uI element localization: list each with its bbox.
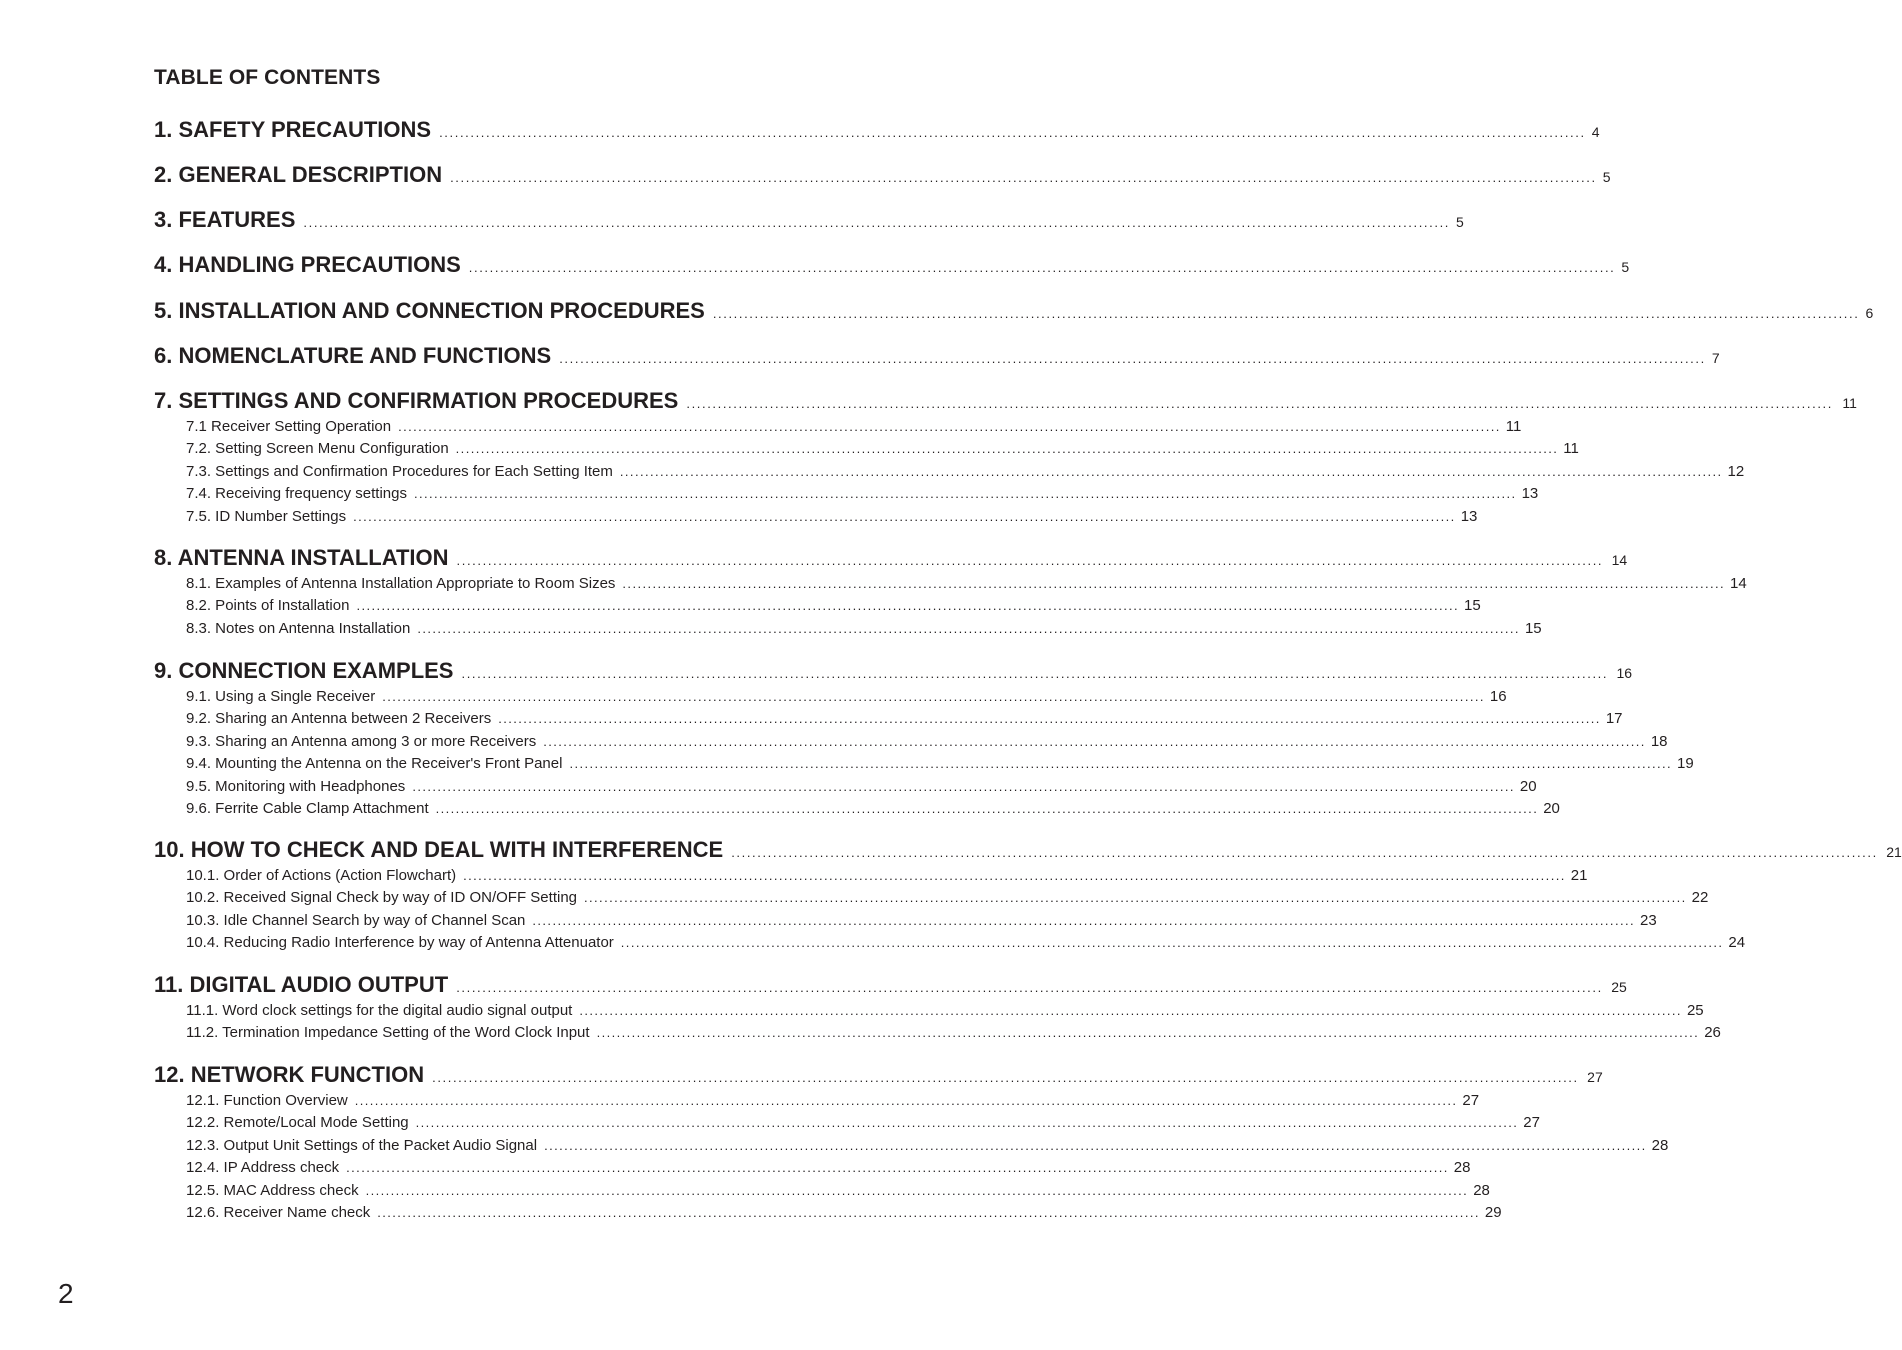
toc-subsection-page: 20 [1543,800,1560,817]
toc-subsection [186,1024,1721,1042]
toc-section [154,658,1633,684]
dot-leader: ............................................................................................................................................................................................................................ [450,170,1597,185]
toc-subsection-page: 26 [1704,1024,1721,1042]
toc-subsection-page: 11 [1563,440,1579,458]
dot-leader: ............................................................................................................................................................................................................................ [456,553,1604,568]
page-number: 2 [58,1278,74,1309]
toc-subsection [186,688,1507,705]
dot-leader: ............................................................................................................................................................................................................................ [415,1115,1519,1131]
dot-leader: ............................................................................................................................................................................................................................ [620,935,1724,951]
toc-subsection-title: 7.3. Settings and Confirmation Procedures for Each Setting Item [186,462,613,480]
dot-leader: ............................................................................................................................................................................................................................ [619,463,1723,479]
toc-subsection [186,710,1623,728]
dot-leader: ............................................................................................................................................................................................................................ [622,576,1726,591]
toc-subsection [186,934,1746,952]
dot-leader: ............................................................................................................................................................................................................................ [468,260,1616,275]
toc-section [154,837,1902,863]
toc-section-title: 1. SAFETY PRECAUTIONS [154,117,432,142]
toc-section-page: 6 [1865,305,1874,321]
toc-subsection-title: 7.1 Receiver Setting Operation [186,418,392,435]
dot-leader: ............................................................................................................................................................................................................................ [413,486,1517,502]
toc-subsection [186,889,1709,907]
toc-subsection [186,1181,1490,1199]
toc-section [154,545,1628,571]
toc-subsection [186,911,1657,929]
toc-section-title: 5. INSTALLATION AND CONNECTION PROCEDURES [154,298,705,323]
toc-section-page: 21 [1886,844,1902,860]
dot-leader: ............................................................................................................................................................................................................................ [579,1003,1682,1018]
toc-subsection [186,777,1537,795]
toc-subsection-page: 12 [1727,462,1745,480]
toc-subsection-title: 7.5. ID Number Settings [186,507,347,525]
dot-leader: ............................................................................................................................................................................................................................ [712,306,1860,321]
toc-subsection [186,1136,1669,1154]
toc-section-title: 11. DIGITAL AUDIO OUTPUT [154,972,449,997]
toc-section [154,207,1464,233]
toc-section-page: 27 [1587,1069,1603,1085]
toc-section [154,972,1627,998]
toc-subsection-page: 28 [1651,1136,1669,1154]
toc-section-page: 4 [1591,124,1600,140]
toc-subsection-title: 10.1. Order of Actions (Action Flowchart) [186,867,457,884]
toc-section-page: 7 [1711,350,1720,366]
dot-leader: ............................................................................................................................................................................................................................ [686,396,1833,411]
toc-subsection-title: 12.3. Output Unit Settings of the Packet Audio Signal [186,1136,538,1154]
toc-subsection-page: 27 [1462,1092,1480,1109]
dot-leader: ............................................................................................................................................................................................................................ [353,508,1456,524]
dot-leader: ............................................................................................................................................................................................................................ [532,912,1635,928]
toc-subsection-page: 24 [1728,934,1746,952]
toc-title: TABLE OF CONTENTS [154,66,381,89]
toc-subsection-page: 11 [1505,418,1522,435]
dot-leader: ............................................................................................................................................................................................................................ [439,125,1586,140]
dot-leader: ............................................................................................................................................................................................................................ [584,890,1687,906]
toc-subsection-page: 29 [1484,1204,1502,1221]
dot-leader: ............................................................................................................................................................................................................................ [543,733,1646,749]
toc-subsection [186,800,1560,817]
toc-subsection-title: 8.3. Notes on Antenna Installation [186,619,411,637]
toc-subsection [186,418,1522,435]
toc-subsection [186,1002,1704,1019]
toc-section-title: 4. HANDLING PRECAUTIONS [154,252,461,277]
toc-subsection-title: 8.2. Points of Installation [186,597,350,615]
toc-section [154,343,1720,369]
dot-leader: ............................................................................................................................................................................................................................ [432,1070,1579,1085]
toc-subsection [186,485,1539,503]
dot-leader: ............................................................................................................................................................................................................................ [463,868,1566,883]
toc-subsection-page: 13 [1521,485,1539,503]
toc-subsection-title: 9.3. Sharing an Antenna among 3 or more Receivers [186,732,537,750]
toc-section-page: 16 [1616,665,1633,681]
dot-leader: ............................................................................................................................................................................................................................ [596,1025,1700,1041]
toc-subsection-title: 10.4. Reducing Radio Interference by way of Antenna Attenuator [186,934,614,952]
dot-leader: ............................................................................................................................................................................................................................ [435,801,1539,816]
dot-leader: ............................................................................................................................................................................................................................ [461,666,1609,681]
toc-subsection-page: 28 [1453,1159,1471,1177]
toc-subsection [186,619,1542,637]
dot-leader: ............................................................................................................................................................................................................................ [559,351,1706,366]
toc-subsection-page: 22 [1691,889,1709,907]
toc-section-title: 6. NOMENCLATURE AND FUNCTIONS [154,343,552,368]
toc-subsection-title: 10.3. Idle Channel Search by way of Channel Scan [186,911,526,929]
toc-section-page: 11 [1842,395,1857,411]
toc-subsection [186,1092,1480,1109]
toc-subsection-page: 27 [1523,1114,1540,1132]
dot-leader: ............................................................................................................................................................................................................................ [417,620,1520,636]
toc-section-title: 3. FEATURES [154,207,296,232]
dot-leader: ............................................................................................................................................................................................................................ [412,778,1515,794]
toc-section-page: 5 [1456,214,1464,230]
toc-subsection-page: 16 [1489,688,1507,705]
toc-subsection-page: 23 [1640,911,1657,929]
dot-leader: ............................................................................................................................................................................................................................ [544,1137,1647,1153]
toc-subsection [186,575,1747,592]
toc-subsection [186,732,1668,750]
toc-subsection [186,462,1745,480]
toc-subsection-page: 20 [1519,777,1537,795]
dot-leader: ............................................................................................................................................................................................................................ [569,756,1673,772]
toc-subsection-title: 10.2. Received Signal Check by way of ID ON/OFF Setting [186,889,578,907]
toc-section [154,162,1611,188]
toc-subsection [186,755,1694,773]
toc-section-title: 9. CONNECTION EXAMPLES [154,658,454,683]
toc-subsection [186,440,1579,458]
toc-section [154,1062,1603,1088]
toc-subsection [186,1159,1471,1177]
dot-leader: ............................................................................................................................................................................................................................ [731,845,1878,860]
toc-section [154,388,1857,414]
toc-subsection-title: 9.1. Using a Single Receiver [186,688,376,705]
toc-subsection-page: 14 [1730,575,1747,592]
toc-section-page: 25 [1611,979,1627,995]
toc-subsection-title: 12.4. IP Address check [186,1159,340,1177]
toc-subsection-title: 7.2. Setting Screen Menu Configuration [186,440,449,458]
toc-subsection-page: 19 [1677,755,1694,773]
toc-subsection-page: 13 [1460,507,1478,525]
toc-section-title: 2. GENERAL DESCRIPTION [154,162,443,187]
toc-section [154,117,1600,143]
toc-section [154,252,1630,278]
dot-leader: ............................................................................................................................................................................................................................ [398,419,1501,434]
toc-subsection-title: 12.2. Remote/Local Mode Setting [186,1114,409,1132]
dot-leader: ............................................................................................................................................................................................................................ [303,215,1450,230]
toc-subsection-title: 9.4. Mounting the Antenna on the Receiver's Front Panel [186,755,563,773]
toc-subsection-title: 9.6. Ferrite Cable Clamp Attachment [186,800,429,817]
dot-leader: ............................................................................................................................................................................................................................ [498,711,1601,727]
toc-subsection [186,507,1478,525]
toc-section-page: 14 [1611,552,1628,568]
dot-leader: ............................................................................................................................................................................................................................ [377,1205,1480,1220]
toc-subsection-title: 12.1. Function Overview [186,1092,348,1109]
toc-subsection [186,597,1481,615]
toc-subsection [186,867,1588,884]
toc-section [154,298,1874,324]
toc-subsection-title: 11.2. Termination Impedance Setting of the Word Clock Input [186,1024,590,1042]
toc-subsection-page: 25 [1686,1002,1704,1019]
toc-subsection-title: 12.5. MAC Address check [186,1181,359,1199]
toc-subsection-title: 11.1. Word clock settings for the digital audio signal output [186,1002,573,1019]
toc-subsection-page: 17 [1605,710,1623,728]
dot-leader: ............................................................................................................................................................................................................................ [456,980,1603,995]
toc-subsection-page: 18 [1650,732,1668,750]
toc-subsection-title: 9.2. Sharing an Antenna between 2 Receivers [186,710,492,728]
toc-section-page: 5 [1602,169,1611,185]
dot-leader: ............................................................................................................................................................................................................................ [354,1093,1458,1108]
toc-subsection-page: 28 [1473,1181,1490,1199]
toc-subsection-title: 8.1. Examples of Antenna Installation Appropriate to Room Sizes [186,575,616,592]
toc-subsection-page: 15 [1464,597,1481,615]
toc-subsection [186,1204,1502,1221]
dot-leader: ............................................................................................................................................................................................................................ [455,441,1559,457]
dot-leader: ............................................................................................................................................................................................................................ [346,1160,1449,1176]
toc-subsection-title: 7.4. Receiving frequency settings [186,485,407,503]
toc-section-title: 8. ANTENNA INSTALLATION [154,545,449,570]
toc-subsection [186,1114,1540,1132]
toc-subsection-title: 12.6. Receiver Name check [186,1204,371,1221]
toc-section-title: 7. SETTINGS AND CONFIRMATION PROCEDURES [154,388,679,413]
toc-subsection-page: 15 [1524,619,1542,637]
toc-section-page: 5 [1621,259,1630,275]
dot-leader: ............................................................................................................................................................................................................................ [382,689,1485,704]
dot-leader: ............................................................................................................................................................................................................................ [365,1182,1469,1198]
toc-section-title: 12. NETWORK FUNCTION [154,1062,425,1087]
toc-section-title: 10. HOW TO CHECK AND DEAL WITH INTERFERENCE [154,837,724,862]
toc-subsection-page: 21 [1570,867,1588,884]
dot-leader: ............................................................................................................................................................................................................................ [356,598,1460,614]
toc-subsection-title: 9.5. Monitoring with Headphones [186,777,406,795]
